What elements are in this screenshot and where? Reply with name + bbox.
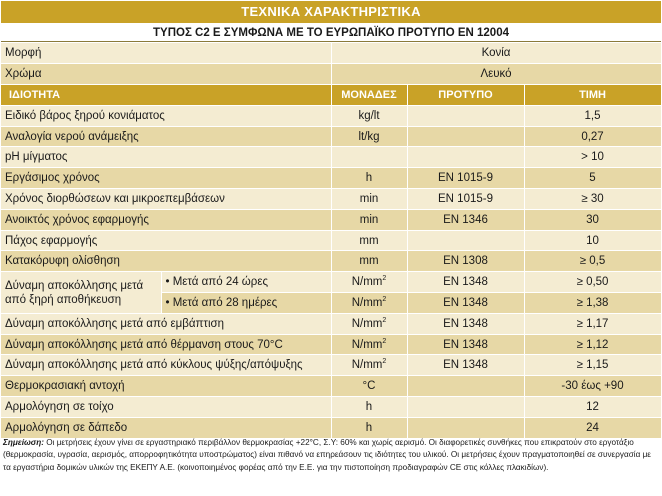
standard-cell: EN 1348 (407, 355, 524, 376)
property-cell: Εργάσιμος χρόνος (1, 168, 331, 189)
value-cell: -30 έως +90 (524, 376, 661, 397)
standard-cell: EN 1015-9 (407, 189, 524, 210)
general-label: Μορφή (1, 43, 331, 64)
footnote-label: Σημείωση: (3, 438, 44, 447)
standard-subtitle: ΤΥΠΟΣ C2 Ε ΣΥΜΦΩΝΑ ΜΕ ΤΟ ΕΥΡΩΠΑΪΚΟ ΠΡΟΤΥΠΟ ΕΝ 12004 (1, 24, 661, 42)
units-cell: min (331, 209, 407, 230)
property-cell: Πάχος εφαρμογής (1, 230, 331, 251)
table-row-adhesion-24h (1, 272, 661, 293)
table-row (1, 251, 661, 272)
value-cell: ≥ 0,50 (524, 272, 661, 293)
footnote (3, 437, 659, 474)
table-row (1, 126, 661, 147)
units-cell: mm (331, 251, 407, 272)
standard-cell (407, 147, 524, 168)
column-header-value: ΤΙΜΗ (524, 85, 661, 106)
property-cell: Κατακόρυφη ολίσθηση (1, 251, 331, 272)
property-cell: Θερμοκρασιακή αντοχή (1, 376, 331, 397)
standard-cell: EN 1348 (407, 293, 524, 314)
table-header (1, 85, 661, 106)
property-cell: Δύναμη αποκόλλησης μετά από ξηρή αποθήκευση (1, 272, 161, 314)
column-header-property: ΙΔΙΟΤΗΤΑ (1, 85, 331, 106)
table-row (1, 168, 661, 189)
value-cell: ≥ 1,38 (524, 293, 661, 314)
value-cell: 1,5 (524, 105, 661, 126)
standard-cell (407, 397, 524, 418)
table-row (1, 209, 661, 230)
table-row (1, 230, 661, 251)
general-value: Λευκό (331, 64, 661, 85)
units-cell: h (331, 417, 407, 438)
general-row-form (1, 43, 661, 64)
value-cell: ≥ 0,5 (524, 251, 661, 272)
property-cell: Χρόνος διορθώσεων και μικροεπεμβάσεων (1, 189, 331, 210)
standard-cell (407, 105, 524, 126)
value-cell: ≥ 30 (524, 189, 661, 210)
property-cell: Αρμολόγηση σε τοίχο (1, 397, 331, 418)
units-cell (331, 147, 407, 168)
column-header-standard: ΠΡΟΤΥΠΟ (407, 85, 524, 106)
standard-cell (407, 126, 524, 147)
property-cell: Αναλογία νερού ανάμειξης (1, 126, 331, 147)
standard-cell (407, 376, 524, 397)
table-row (1, 376, 661, 397)
value-cell: ≥ 1,12 (524, 334, 661, 355)
units-cell: h (331, 397, 407, 418)
units-cell: lt/kg (331, 126, 407, 147)
property-cell: Αρμολόγηση σε δάπεδο (1, 417, 331, 438)
table-row (1, 189, 661, 210)
value-cell: 24 (524, 417, 661, 438)
value-cell: 12 (524, 397, 661, 418)
units-cell: $N/mm^2$ (331, 293, 407, 314)
units-cell: $N/mm^2$ (331, 355, 407, 376)
value-cell: 5 (524, 168, 661, 189)
units-cell: $N/mm^2$ (331, 272, 407, 293)
standard-cell: EN 1346 (407, 209, 524, 230)
property-cell: pH μίγματος (1, 147, 331, 168)
standard-cell (407, 230, 524, 251)
standard-cell: EN 1348 (407, 272, 524, 293)
table-row (1, 397, 661, 418)
property-cell: Ανοικτός χρόνος εφαρμογής (1, 209, 331, 230)
value-cell: > 10 (524, 147, 661, 168)
value-cell: ≥ 1,15 (524, 355, 661, 376)
standard-cell: EN 1308 (407, 251, 524, 272)
condition-cell: • Μετά από 24 ώρες (161, 272, 331, 293)
units-cell: $N/mm^2$ (331, 334, 407, 355)
units-cell: h (331, 168, 407, 189)
standard-cell: EN 1015-9 (407, 168, 524, 189)
units-cell: min (331, 189, 407, 210)
table-row (1, 105, 661, 126)
units-cell: °C (331, 376, 407, 397)
footnote-text: Οι μετρήσεις έχουν γίνει σε εργαστηριακό περιβάλλον θερμοκρασίας +22°C, Σ.Υ: 60% και χωρίς αερισμό. Οι διαφορετικές συνθήκες που επικρατούν στο εργοτάξιο (θερμοκρασία, υγρασία, αερισμός, απορροφητικότητα υποστρώματος) είναι πιθανό να επηρεάσουν τις ιδιότητες του υλικού. Οι μετρήσεις έχουν πραγματοποιηθεί σε συνεργασία με τα εργαστήρια δομικών υλικών της ΕΚΕΠΥ Α.Ε. (κοινοποιημένος φορέας από την Ε.Ε. για την πιστοποίηση προδιαγραφών CE στις κόλλες πλακιδίων). (3, 438, 651, 472)
units-cell: kg/lt (331, 105, 407, 126)
table-row (1, 334, 661, 355)
general-value: Κονία (331, 43, 661, 64)
column-header-units: ΜΟΝΑΔΕΣ (331, 85, 407, 106)
general-label: Χρώμα (1, 64, 331, 85)
units-cell: mm (331, 230, 407, 251)
table-row (1, 313, 661, 334)
value-cell: 0,27 (524, 126, 661, 147)
standard-cell: EN 1348 (407, 334, 524, 355)
general-row-color (1, 64, 661, 85)
standard-cell (407, 417, 524, 438)
property-cell: Δύναμη αποκόλλησης μετά από εμβάπτιση (1, 313, 331, 334)
value-cell: ≥ 1,17 (524, 313, 661, 334)
units-cell: $N/mm^2$ (331, 313, 407, 334)
condition-cell: • Μετά από 28 ημέρες (161, 293, 331, 314)
table-row (1, 417, 661, 438)
standard-cell: EN 1348 (407, 313, 524, 334)
specs-table (1, 43, 662, 439)
property-cell: Ειδικό βάρος ξηρού κονιάματος (1, 105, 331, 126)
value-cell: 30 (524, 209, 661, 230)
table-row (1, 147, 661, 168)
table-row (1, 355, 661, 376)
section-title: ΤΕΧΝΙΚΑ ΧΑΡΑΚΤΗΡΙΣΤΙΚΑ (1, 1, 661, 23)
property-cell: Δύναμη αποκόλλησης μετά από θέρμανση στους 70°C (1, 334, 331, 355)
value-cell: 10 (524, 230, 661, 251)
property-cell: Δύναμη αποκόλλησης μετά από κύκλους ψύξης/απόψυξης (1, 355, 331, 376)
